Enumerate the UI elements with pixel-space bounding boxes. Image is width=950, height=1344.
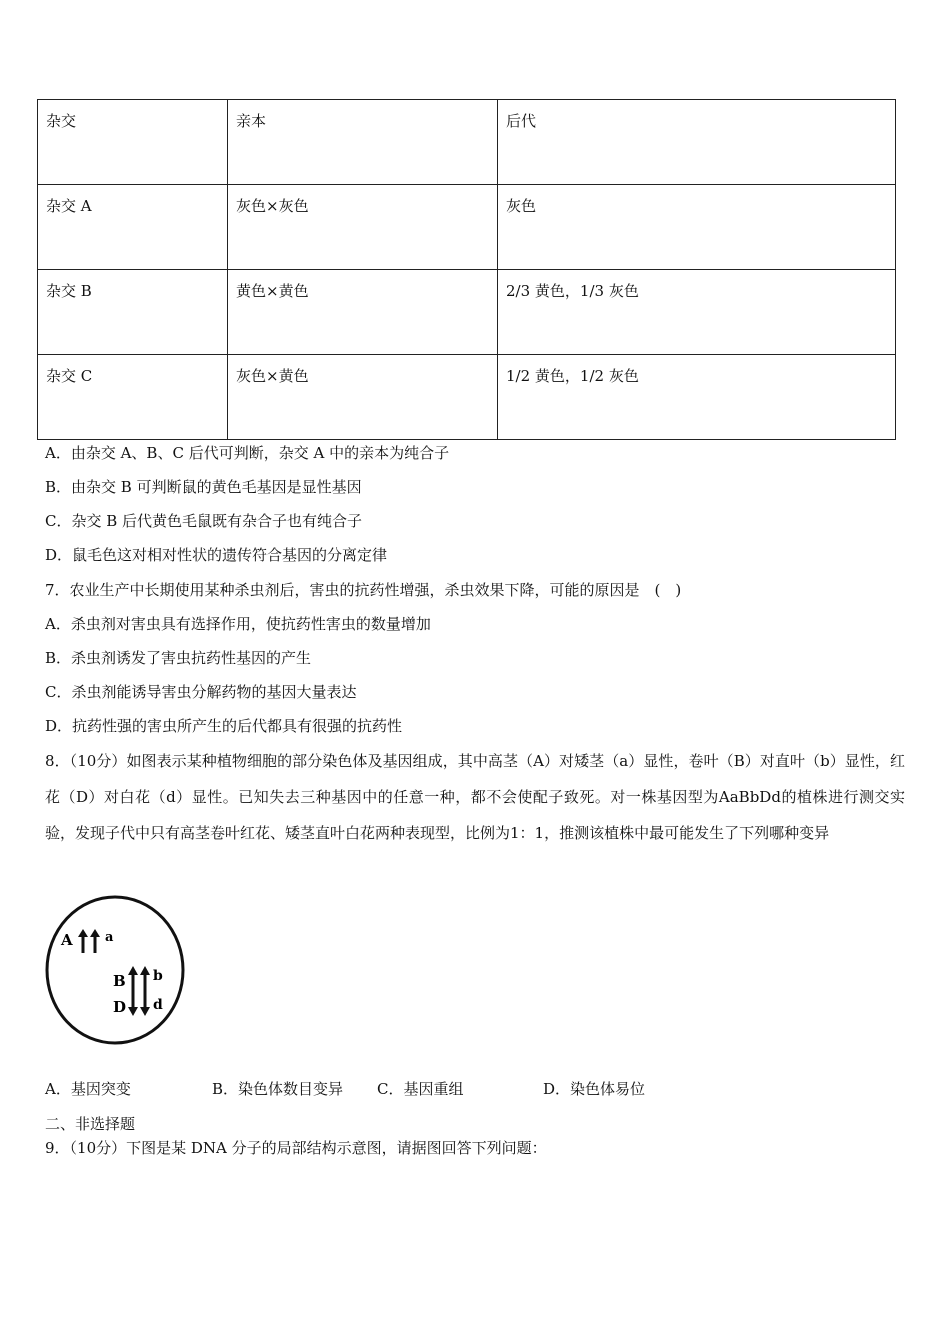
cross-table (37, 99, 896, 440)
gene-label-D: D (113, 998, 127, 1016)
q8-option-c: C．基因重组 (377, 1080, 464, 1098)
gene-label-d: d (153, 997, 163, 1013)
q6-option-b: B．由杂交 B 可判断鼠的黄色毛基因是显性基因 (45, 478, 362, 496)
chromosome-arrow (128, 966, 138, 975)
q7-option-d: D．抗药性强的害虫所产生的后代都具有很强的抗药性 (45, 717, 403, 735)
table-cell: 黄色×黄色 (228, 270, 498, 355)
q7-option-b: B．杀虫剂诱发了害虫抗药性基因的产生 (45, 649, 312, 667)
chromosome-arrow (128, 1007, 138, 1016)
table-cell: 灰色×黄色 (228, 355, 498, 440)
gene-label-A: A (61, 931, 73, 949)
q7-stem: 7．农业生产中长期使用某种杀虫剂后，害虫的抗药性增强，杀虫效果下降，可能的原因是 ( ) (45, 581, 682, 599)
gene-label-a: a (105, 930, 114, 945)
table-cell: 灰色×灰色 (228, 185, 498, 270)
q8-option-d: D．染色体易位 (543, 1080, 646, 1098)
table-cell: 杂交 A (38, 185, 228, 270)
chromosome-arrow (140, 1007, 150, 1016)
section-heading: 二、非选择题 (45, 1115, 136, 1133)
table-cell: 杂交 C (38, 355, 228, 440)
table-header-cell: 亲本 (228, 100, 498, 185)
q8-option-a: A．基因突变 (45, 1080, 131, 1098)
table-cell: 杂交 B (38, 270, 228, 355)
table-cell: 2/3 黄色，1/3 灰色 (498, 270, 896, 355)
table-cell: 1/2 黄色，1/2 灰色 (498, 355, 896, 440)
table-header-cell: 杂交 (38, 100, 228, 185)
cell-figure (45, 893, 190, 1048)
table-header-cell: 后代 (498, 100, 896, 185)
chromosome-arrow (140, 966, 150, 975)
chromosome-arrow (78, 929, 88, 937)
gene-label-B: B (113, 972, 126, 990)
q6-option-d: D．鼠毛色这对相对性状的遗传符合基因的分离定律 (45, 546, 388, 564)
table-cell: 灰色 (498, 185, 896, 270)
q9-stem: 9．（10分）下图是某 DNA 分子的局部结构示意图，请据图回答下列问题： (45, 1139, 547, 1157)
q6-option-c: C．杂交 B 后代黄色毛鼠既有杂合子也有纯合子 (45, 512, 363, 530)
chromosome-arrow (90, 929, 100, 937)
q7-option-a: A．杀虫剂对害虫具有选择作用，使抗药性害虫的数量增加 (45, 615, 431, 633)
table-row (38, 185, 896, 270)
chromosome-diagram (45, 893, 190, 1048)
q8-stem: 8．（10分）如图表示某种植物细胞的部分染色体及基因组成，其中高茎（A）对矮茎（a）显性，卷叶（B）对直叶（b）显性，红花（D）对白花（d）显性。已知失去三种基因中的任意一种，都不会使配子致死。对一株基因型为AaBbDd的植株进行测交实验，发现子代中只有高茎卷叶红花、矮茎直叶白花两种表现型，比例为1：1，推测该植株中最可能发生了下列哪种变异 (45, 752, 905, 842)
table-row (38, 270, 896, 355)
q8-option-b: B．染色体数目变异 (212, 1080, 344, 1098)
q7-option-c: C．杀虫剂能诱导害虫分解药物的基因大量表达 (45, 683, 357, 701)
table-header-row (38, 100, 896, 185)
gene-label-b: b (153, 968, 163, 984)
table-row (38, 355, 896, 440)
q6-option-a: A．由杂交 A、B、C 后代可判断，杂交 A 中的亲本为纯合子 (45, 444, 450, 462)
